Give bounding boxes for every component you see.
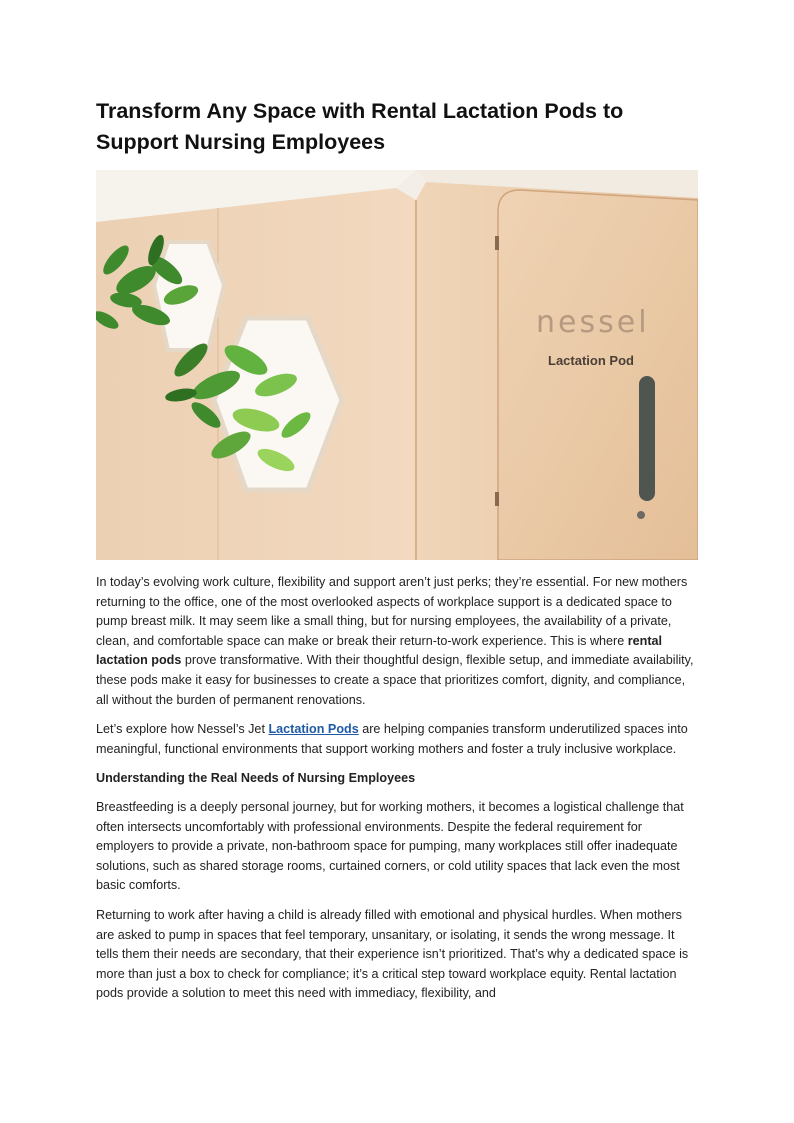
lactation-pod-label: Lactation Pod bbox=[548, 353, 634, 368]
explore-text-start: Let’s explore how Nessel’s Jet bbox=[96, 722, 269, 737]
nessel-logo: nessel bbox=[536, 305, 650, 340]
rental-lactation-pods-emphasis: rental lactation pods bbox=[96, 633, 663, 668]
article-title: Transform Any Space with Rental Lactation Pods to Support Nursing Employees bbox=[96, 99, 624, 154]
explore-text-end: are helping companies transform underutilized spaces into meaningful, functional environments that support working mothers and foster a truly inclusive workplace. bbox=[96, 722, 688, 756]
hero-image bbox=[96, 170, 698, 560]
explore-paragraph bbox=[96, 720, 700, 759]
lactation-pods-link[interactable]: Lactation Pods bbox=[268, 722, 359, 737]
intro-text-start: In today’s evolving work culture, flexibility and support aren’t just perks; they’re essential. For new mothers returning to the office, one of the most overlooked aspects of workplace support is a dedicated space to pump breast milk. It may seem like a small thing, but for nursing employees, the availability of a private, clean, and comfortable space can make or break their return-to-work experience. This is where bbox=[96, 575, 688, 648]
intro-paragraph bbox=[96, 573, 700, 710]
paragraph-returning: Returning to work after having a child is already filled with emotional and physical hurdles. When mothers are asked to pump in spaces that feel temporary, unsanitary, or isolating, it sends the wrong message. It tells them their needs are secondary, that their experience isn’t prioritized. That’s why a dedicated space is more than just a box to check for compliance; it’s a critical step toward workplace equity. Rental lactation pods provide a solution to meet this need with immediacy, flexibility, and bbox=[96, 907, 689, 1001]
paragraph-breastfeeding: Breastfeeding is a deeply personal journey, but for working mothers, it becomes a logistical challenge that often intersects uncomfortably with professional environments. Despite the federal requirement for employers to provide a private, non-bathroom space for pumping, many workplaces still offer inadequate solutions, such as shared storage rooms, curtained corners, or cold utility spaces that lack even the most basic comforts. bbox=[96, 799, 684, 893]
section-heading: Understanding the Real Needs of Nursing Employees bbox=[96, 771, 416, 786]
intro-text-end: prove transformative. With their thoughtful design, flexible setup, and immediate availability, these pods make it easy for businesses to create a space that prioritizes comfort, dignity, and compliance, all without the burden of permanent renovations. bbox=[96, 653, 694, 707]
article-body bbox=[96, 573, 700, 1014]
